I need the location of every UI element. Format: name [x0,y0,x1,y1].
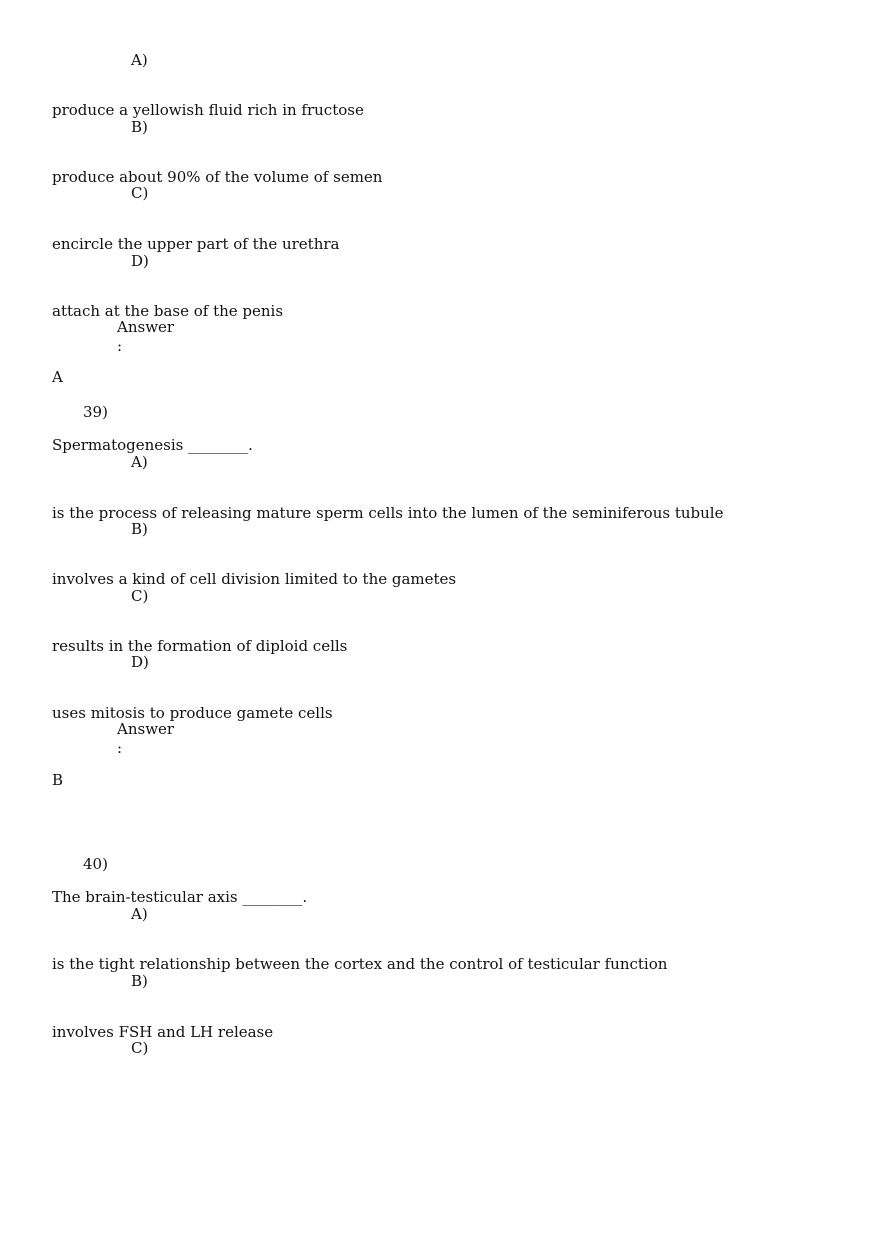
option-letter-d: D) [131,653,149,671]
option-letter-c: C) [131,587,149,605]
option-text-c: encircle the upper part of the urethra [52,235,340,253]
option-text-b: produce about 90% of the volume of semen [52,168,383,186]
question-number: 40) [83,855,108,873]
option-text-a: is the process of releasing mature sperm cells into the lumen of the seminiferous tubule [52,504,724,522]
option-letter-b: B) [131,520,148,538]
question-stem: Spermatogenesis ________. [52,436,253,454]
option-letter-c: C) [131,184,149,202]
option-text-d: attach at the base of the penis [52,302,284,320]
option-letter-a: A) [131,453,148,471]
answer-value: B [52,771,64,789]
answer-label: Answer [117,720,175,738]
answer-colon: : [117,337,123,355]
option-text-b: involves FSH and LH release [52,1023,274,1041]
option-letter-b: B) [131,118,148,136]
question-number: 39) [83,403,108,421]
option-text-a: produce a yellowish fluid rich in fructose [52,101,364,119]
option-letter-a: A) [131,51,148,69]
option-text-a: is the tight relationship between the cortex and the control of testicular function [52,955,668,973]
answer-colon: : [117,739,123,757]
option-letter-a: A) [131,905,148,923]
option-letter-c: C) [131,1039,149,1057]
option-text-c: results in the formation of diploid cells [52,637,348,655]
answer-label: Answer [117,318,175,336]
answer-value: A [52,368,63,386]
option-text-d: uses mitosis to produce gamete cells [52,704,333,722]
option-letter-b: B) [131,972,148,990]
option-letter-d: D) [131,252,149,270]
question-stem: The brain-testicular axis ________. [52,888,308,906]
option-text-b: involves a kind of cell division limited to the gametes [52,570,457,588]
